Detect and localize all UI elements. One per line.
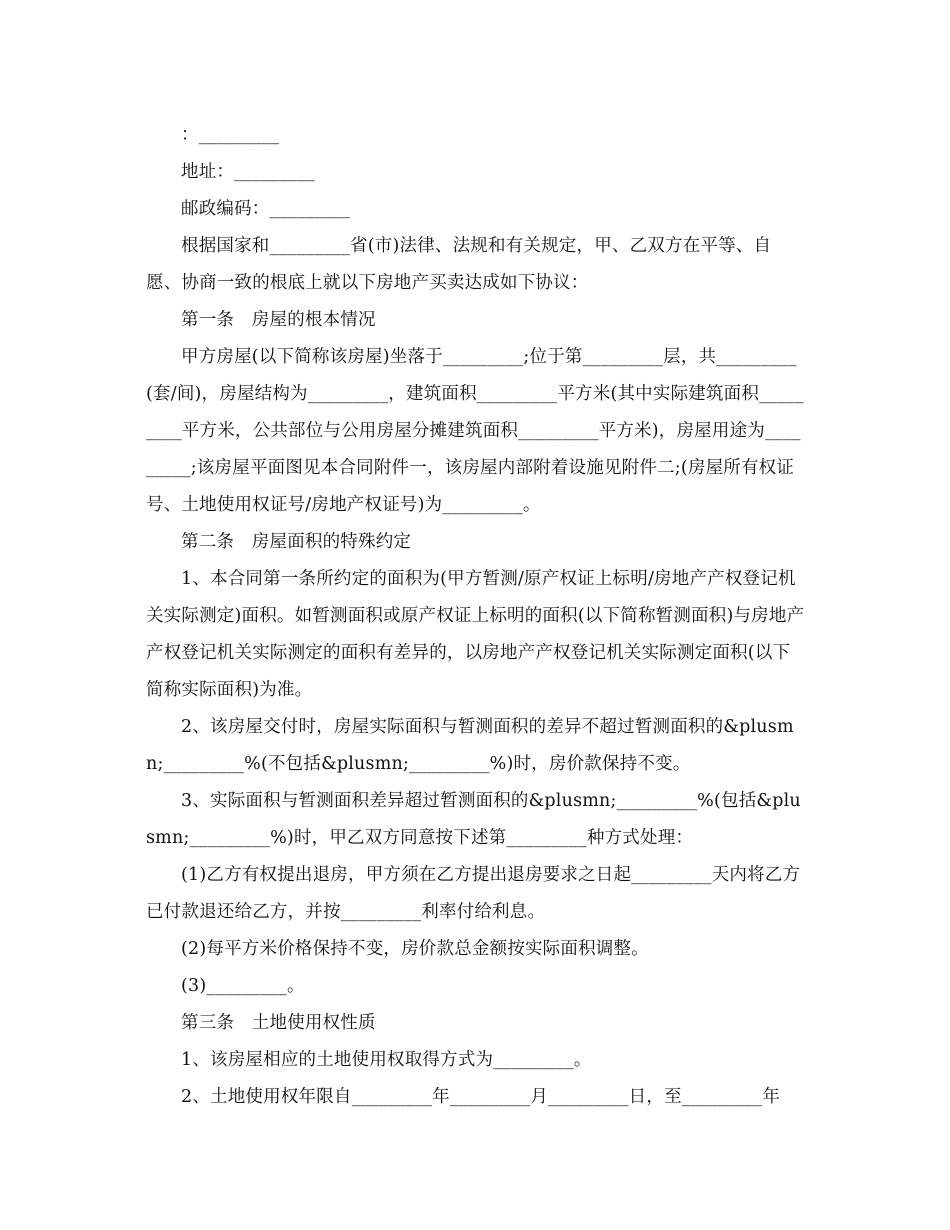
article-2-option-2: (2)每平方米价格保持不变，房价款总金额按实际面积调整。 [181, 939, 649, 959]
article-1-heading: 第一条 房屋的根本情况 [181, 310, 376, 330]
postal-code-line: 邮政编码：_________ [181, 199, 351, 219]
document-body [146, 117, 806, 1116]
article-2-clause-3: 3、实际面积与暂测面积差异超过暂测面积的&plusmn;_________%(包括&plusmn;_________%)时，甲乙双方同意按下述第_________种方式处理： [146, 791, 801, 848]
article-2-heading: 第二条 房屋面积的特殊约定 [181, 532, 412, 552]
address-line: 地址：_________ [181, 162, 315, 182]
article-3-clause-2: 2、土地使用权年限自_________年_________月_________日，至_________年 [181, 1087, 781, 1107]
article-2-clause-2: 2、该房屋交付时，房屋实际面积与暂测面积的差异不超过暂测面积的&plusmn;_________%(不包括&plusmn;_________%)时，房价款保持不变。 [146, 717, 794, 774]
article-3-heading: 第三条 土地使用权性质 [181, 1013, 376, 1033]
article-3-clause-1: 1、该房屋相应的土地使用权取得方式为_________。 [181, 1050, 592, 1070]
contact-name-line: ：_________ [181, 125, 280, 145]
article-2-option-1: (1)乙方有权提出退房，甲方须在乙方提出退房要求之日起_________天内将乙方已付款退还给乙方，并按_________利率付给利息。 [146, 865, 801, 922]
article-1-paragraph: 甲方房屋(以下简称该房屋)坐落于_________;位于第_________层，共_________(套/间)，房屋结构为_________，建筑面积_________平方米(其中实际建筑面积_________平方米，公共部位与公用房屋分摊建筑面积_________平方米)，房屋用途为_________;该房屋平面图见本合同附件一，该房屋内部附着设施见附件二;(房屋所有权证号、土地使用权证号/房地产权证号)为_________。 [146, 347, 804, 515]
article-2-clause-1: 1、本合同第一条所约定的面积为(甲方暂测/原产权证上标明/房地产产权登记机关实际测定)面积。如暂测面积或原产权证上标明的面积(以下简称暂测面积)与房地产产权登记机关实际测定的面积有差异的，以房地产产权登记机关实际测定面积(以下简称实际面积)为准。 [146, 569, 805, 700]
article-2-option-3: (3)_________。 [181, 976, 305, 996]
preamble-paragraph: 根据国家和_________省(市)法律、法规和有关规定，甲、乙双方在平等、自愿、协商一致的根底上就以下房地产买卖达成如下协议： [146, 236, 772, 293]
